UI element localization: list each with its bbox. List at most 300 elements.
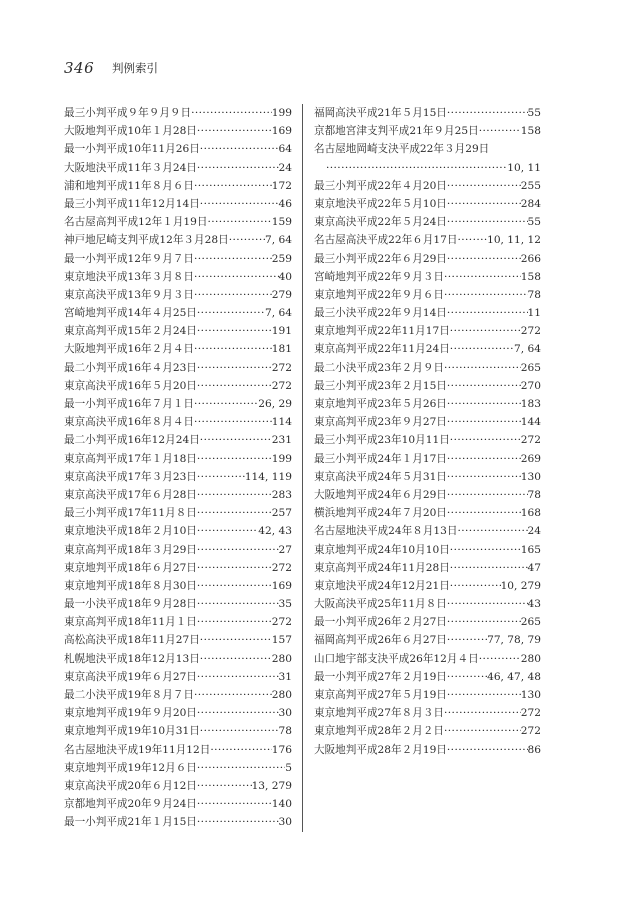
page-reference: 169 xyxy=(271,579,292,592)
leader-dots xyxy=(197,159,279,177)
case-citation: 大阪高決平成25年11月８日 xyxy=(314,598,447,611)
case-citation: 最三小判平成23年２月15日 xyxy=(314,379,447,392)
page-reference: 265 xyxy=(520,616,541,629)
case-citation: 東京地判平成19年９月20日 xyxy=(64,707,197,720)
index-entry xyxy=(64,759,292,777)
leader-dots xyxy=(447,504,521,522)
leader-dots xyxy=(479,650,521,668)
case-citation: 東京高決平成13年９月３日 xyxy=(64,288,195,301)
leader-dots xyxy=(447,213,528,231)
case-citation: 高松高決平成18年11月27日 xyxy=(64,634,200,647)
page-reference: 26, 29 xyxy=(258,398,292,410)
page-reference: 158 xyxy=(520,125,541,138)
leader-dots xyxy=(197,468,245,486)
case-citation: 宮崎地判平成22年９月３日 xyxy=(314,270,445,283)
case-citation: 神戸地尼崎支判平成12年３月28日 xyxy=(64,234,229,247)
leader-dots xyxy=(447,631,487,649)
leader-dots xyxy=(444,722,521,740)
leader-dots xyxy=(197,450,272,468)
index-entry xyxy=(64,522,292,540)
leader-dots xyxy=(191,104,272,122)
index-entry xyxy=(64,577,292,595)
page-reference: 30 xyxy=(278,816,292,829)
leader-dots xyxy=(197,522,258,540)
index-entry xyxy=(314,195,541,213)
case-citation: 最一小判平成27年２月19日 xyxy=(314,670,447,683)
leader-dots xyxy=(194,340,272,358)
case-citation: 東京地決平成24年12月21日 xyxy=(314,579,450,592)
case-citation: 東京高決平成19年６月27日 xyxy=(64,670,197,683)
case-citation: 最一小判平成21年１月15日 xyxy=(64,816,197,829)
index-entry xyxy=(314,577,541,595)
page-reference: 78 xyxy=(278,725,292,738)
page-header xyxy=(64,59,158,77)
page-reference: 266 xyxy=(520,252,541,265)
case-citation: 最一小判平成26年２月27日 xyxy=(314,616,447,629)
page-reference: 46 xyxy=(278,197,292,210)
page-reference: 77, 78, 79 xyxy=(487,634,541,647)
case-citation: 最三小判平成22年６月29日 xyxy=(314,252,447,265)
case-citation: 東京地判平成27年８月３日 xyxy=(314,707,445,720)
page-reference: 279 xyxy=(271,288,292,301)
page-reference: 55 xyxy=(527,216,541,229)
page-reference: 280 xyxy=(271,652,292,665)
leader-dots xyxy=(447,450,521,468)
case-citation: 最三小判平成24年１月17日 xyxy=(314,452,447,465)
index-entry xyxy=(64,286,292,304)
page-reference: 5 xyxy=(285,761,292,774)
page-reference: 269 xyxy=(520,452,541,465)
leader-dots xyxy=(197,813,279,831)
leader-dots xyxy=(447,686,521,704)
index-entry xyxy=(64,504,292,522)
index-entry xyxy=(314,595,541,613)
page-reference: 35 xyxy=(278,598,292,611)
index-entry xyxy=(64,741,292,759)
leader-dots xyxy=(450,541,521,559)
case-citation: 東京地判平成18年８月30日 xyxy=(64,579,197,592)
leader-dots xyxy=(194,395,258,413)
leader-dots xyxy=(447,195,521,213)
page-reference: 191 xyxy=(271,325,292,338)
index-entry xyxy=(314,468,541,486)
leader-dots xyxy=(200,140,279,158)
index-entry xyxy=(314,686,541,704)
page-reference: 272 xyxy=(520,325,541,338)
leader-dots xyxy=(197,668,279,686)
index-entry xyxy=(314,668,541,686)
page-reference: 284 xyxy=(520,197,541,210)
case-citation: 東京高決平成16年５月20日 xyxy=(64,379,197,392)
leader-dots xyxy=(447,104,528,122)
page-reference: 78 xyxy=(527,488,541,501)
index-entry xyxy=(314,541,541,559)
leader-dots xyxy=(197,304,265,322)
page-reference: 7, 64 xyxy=(265,307,292,320)
index-entry xyxy=(314,522,541,540)
page-reference: 280 xyxy=(520,652,541,665)
leader-dots xyxy=(447,468,521,486)
leader-dots xyxy=(447,613,521,631)
case-citation: 札幌地決平成18年12月13日 xyxy=(64,652,200,665)
leader-dots xyxy=(447,668,487,686)
index-entry xyxy=(64,177,292,195)
page-reference: 130 xyxy=(520,689,541,701)
page-reference: 183 xyxy=(520,398,541,410)
index-entry xyxy=(64,395,292,413)
page-reference: 31 xyxy=(278,670,292,683)
leader-dots xyxy=(197,577,272,595)
leader-dots xyxy=(197,777,252,795)
index-entry xyxy=(314,631,541,649)
case-citation: 最三小判平成23年10月11日 xyxy=(314,434,450,447)
page-reference: 24 xyxy=(278,161,292,174)
index-entry xyxy=(64,650,292,668)
case-citation: 東京高判平成17年１月18日 xyxy=(64,452,197,465)
page-reference: 43 xyxy=(527,598,541,611)
index-entry xyxy=(314,268,541,286)
page-reference: 64 xyxy=(278,143,292,156)
page-reference: 270 xyxy=(520,379,541,392)
leader-dots xyxy=(194,177,272,195)
page-reference: 46, 47, 48 xyxy=(487,670,541,683)
index-entry xyxy=(64,413,292,431)
column-divider xyxy=(302,104,303,832)
case-citation: 最一小判平成10年11月26日 xyxy=(64,143,200,156)
index-entry xyxy=(314,377,541,395)
page-reference: 169 xyxy=(271,125,292,138)
case-citation: 東京地決平成22年５月10日 xyxy=(314,197,447,210)
leader-dots xyxy=(200,650,272,668)
leader-dots xyxy=(447,377,521,395)
index-entry xyxy=(64,140,292,158)
index-entry xyxy=(64,613,292,631)
leader-dots xyxy=(194,268,279,286)
case-citation: 横浜地判平成24年７月20日 xyxy=(314,507,447,520)
case-citation: 最一小判平成16年７月１日 xyxy=(64,398,195,410)
leader-dots xyxy=(208,213,272,231)
index-entry xyxy=(314,650,541,668)
case-citation: 東京高判平成24年11月28日 xyxy=(314,561,450,574)
case-citation: 最一小判平成12年９月７日 xyxy=(64,252,195,265)
index-entry xyxy=(64,595,292,613)
case-citation: 大阪地判平成16年２月４日 xyxy=(64,343,195,356)
page-reference: 181 xyxy=(271,343,292,356)
index-entry xyxy=(64,322,292,340)
index-entry xyxy=(314,504,541,522)
leader-dots xyxy=(197,359,272,377)
index-entry xyxy=(64,722,292,740)
page-reference: 10, 11 xyxy=(507,161,541,174)
case-citation: 東京高判平成27年５月19日 xyxy=(314,689,447,701)
leader-dots xyxy=(197,613,272,631)
page-reference: 55 xyxy=(527,107,541,119)
page-reference: 255 xyxy=(520,179,541,192)
page-reference: 176 xyxy=(271,743,292,756)
case-citation: 福岡高決平成21年５月15日 xyxy=(314,107,447,119)
case-citation: 大阪地判平成24年６月29日 xyxy=(314,488,447,501)
page-reference: 78 xyxy=(527,288,541,301)
index-entry xyxy=(314,104,541,122)
index-entry xyxy=(314,159,541,177)
page-reference: 272 xyxy=(520,725,541,738)
page-reference: 144 xyxy=(520,416,541,429)
case-citation: 大阪地判平成10年１月28日 xyxy=(64,125,197,138)
leader-dots xyxy=(458,522,528,540)
case-citation: 東京高決平成16年８月４日 xyxy=(64,416,195,429)
leader-dots xyxy=(197,759,285,777)
case-citation: 東京高判平成18年11月１日 xyxy=(64,616,197,629)
case-citation: 最一小決平成18年９月28日 xyxy=(64,598,197,611)
page-reference: 199 xyxy=(271,107,292,119)
leader-dots xyxy=(444,268,521,286)
leader-dots xyxy=(200,195,279,213)
index-entry xyxy=(64,468,292,486)
case-citation: 名古屋高決平成22年６月17日 xyxy=(314,234,458,247)
leader-dots xyxy=(200,722,279,740)
page-reference: 157 xyxy=(271,634,292,647)
index-entry xyxy=(64,668,292,686)
case-citation: 京都地判平成20年９月24日 xyxy=(64,798,197,811)
page-reference: 7, 64 xyxy=(514,343,541,356)
leader-dots xyxy=(197,595,279,613)
leader-dots xyxy=(197,541,279,559)
case-citation: 東京高判平成18年３月29日 xyxy=(64,543,197,556)
case-citation: 東京地判平成18年６月27日 xyxy=(64,561,197,574)
case-citation: 宮崎地判平成14年４月25日 xyxy=(64,307,197,320)
case-citation: 福岡高判平成26年６月27日 xyxy=(314,634,447,647)
leader-dots xyxy=(326,159,507,177)
page-number: 346 xyxy=(64,59,95,77)
page-reference: 280 xyxy=(271,689,292,701)
leader-dots xyxy=(479,122,521,140)
index-entry xyxy=(64,231,292,249)
index-entry xyxy=(314,286,541,304)
page-reference: 272 xyxy=(520,707,541,720)
index-entry xyxy=(314,704,541,722)
page-reference: 257 xyxy=(271,507,292,520)
index-entry xyxy=(64,813,292,831)
leader-dots xyxy=(229,231,265,249)
leader-dots xyxy=(447,741,528,759)
leader-dots xyxy=(197,377,272,395)
leader-dots xyxy=(450,431,521,449)
case-citation: 東京地決平成13年３月８日 xyxy=(64,270,195,283)
case-citation: 東京地決平成18年２月10日 xyxy=(64,525,197,538)
page-reference: 130 xyxy=(520,470,541,483)
case-citation: 東京地判平成23年５月26日 xyxy=(314,398,447,410)
page-reference: 114, 119 xyxy=(244,470,292,483)
index-column-right xyxy=(314,104,541,759)
leader-dots xyxy=(458,231,488,249)
index-entry xyxy=(314,431,541,449)
page-reference: 199 xyxy=(271,452,292,465)
index-entry xyxy=(64,541,292,559)
case-citation: 最二小決平成19年８月７日 xyxy=(64,689,195,701)
index-entry xyxy=(314,450,541,468)
case-citation: 東京高判平成23年９月27日 xyxy=(314,416,447,429)
leader-dots xyxy=(210,741,271,759)
page-reference: 158 xyxy=(520,270,541,283)
page-reference: 272 xyxy=(271,379,292,392)
case-citation: 東京地判平成19年10月31日 xyxy=(64,725,200,738)
leader-dots xyxy=(194,686,272,704)
case-citation: 最二小決平成23年２月９日 xyxy=(314,361,445,374)
index-entry xyxy=(64,159,292,177)
page-reference: 172 xyxy=(271,179,292,192)
leader-dots xyxy=(450,577,501,595)
index-entry xyxy=(314,486,541,504)
page-reference: 165 xyxy=(520,543,541,556)
case-citation: 東京地判平成19年12月６日 xyxy=(64,761,197,774)
index-entry xyxy=(314,613,541,631)
page-reference: 7, 64 xyxy=(265,234,292,247)
index-entry xyxy=(64,213,292,231)
leader-dots xyxy=(200,431,272,449)
leader-dots xyxy=(197,322,272,340)
case-citation: 東京高決平成17年６月28日 xyxy=(64,488,197,501)
case-citation: 最三小判平成22年４月20日 xyxy=(314,179,447,192)
page-reference: 86 xyxy=(527,743,541,756)
page-reference: 24 xyxy=(527,525,541,538)
index-entry xyxy=(314,741,541,759)
leader-dots xyxy=(194,413,272,431)
leader-dots xyxy=(447,486,528,504)
case-citation: 京都地宮津支判平成21年９月25日 xyxy=(314,125,479,138)
page-reference: 272 xyxy=(271,616,292,629)
index-entry xyxy=(64,304,292,322)
index-entry xyxy=(314,340,541,358)
case-citation: 浦和地判平成11年８月６日 xyxy=(64,179,195,192)
page-reference: 47 xyxy=(527,561,541,574)
leader-dots xyxy=(197,122,272,140)
index-entry xyxy=(64,268,292,286)
case-citation: 最二小判平成16年４月23日 xyxy=(64,361,197,374)
index-entry xyxy=(314,395,541,413)
index-entry xyxy=(64,559,292,577)
leader-dots xyxy=(194,250,272,268)
index-column-left xyxy=(64,104,292,832)
leader-dots xyxy=(447,177,521,195)
case-citation: 東京地判平成24年10月10日 xyxy=(314,543,450,556)
page-reference: 283 xyxy=(271,488,292,501)
leader-dots xyxy=(447,250,521,268)
index-entry xyxy=(64,431,292,449)
index-entry xyxy=(314,231,541,249)
index-entry xyxy=(64,122,292,140)
index-entry xyxy=(64,631,292,649)
index-entry xyxy=(64,250,292,268)
index-entry xyxy=(64,686,292,704)
page-reference: 168 xyxy=(520,507,541,520)
page-reference: 42, 43 xyxy=(258,525,292,538)
index-entry xyxy=(64,777,292,795)
case-citation: 東京高決平成20年６月12日 xyxy=(64,779,197,792)
leader-dots xyxy=(447,595,528,613)
index-entry xyxy=(64,340,292,358)
leader-dots xyxy=(194,286,272,304)
page-reference: 11 xyxy=(527,307,541,320)
leader-dots xyxy=(450,340,514,358)
case-citation: 名古屋地決平成19年11月12日 xyxy=(64,743,211,756)
case-citation: 大阪地判平成28年２月19日 xyxy=(314,743,447,756)
index-entry xyxy=(314,213,541,231)
index-entry xyxy=(64,359,292,377)
case-citation: 東京地判平成28年２月２日 xyxy=(314,725,445,738)
case-citation: 東京高判平成22年11月24日 xyxy=(314,343,450,356)
index-entry xyxy=(314,250,541,268)
leader-dots xyxy=(197,795,272,813)
page-reference: 231 xyxy=(271,434,292,447)
page-reference: 13, 279 xyxy=(251,779,292,792)
page-reference: 30 xyxy=(278,707,292,720)
page-reference: 265 xyxy=(520,361,541,374)
running-title: 判例索引 xyxy=(112,61,158,75)
leader-dots xyxy=(197,504,272,522)
case-citation: 名古屋地岡崎支決平成22年３月29日 xyxy=(314,143,490,156)
leader-dots xyxy=(447,413,521,431)
index-entry xyxy=(314,122,541,140)
leader-dots xyxy=(197,704,279,722)
case-citation: 最三小判平成17年11月８日 xyxy=(64,507,197,520)
leader-dots xyxy=(447,304,528,322)
index-entry xyxy=(314,322,541,340)
case-citation: 大阪地決平成11年３月24日 xyxy=(64,161,197,174)
case-citation: 最三小判平成９年９月９日 xyxy=(64,107,192,119)
case-citation: 東京地判平成22年11月17日 xyxy=(314,325,450,338)
index-entry xyxy=(314,304,541,322)
case-citation: 最三小判平成11年12月14日 xyxy=(64,197,200,210)
page-reference: 10, 279 xyxy=(500,579,541,592)
page-reference: 27 xyxy=(278,543,292,556)
page-reference: 140 xyxy=(271,798,292,811)
case-citation: 山口地宇部支決平成26年12月４日 xyxy=(314,652,479,665)
leader-dots xyxy=(447,395,521,413)
index-entry xyxy=(314,359,541,377)
page-reference: 10, 11, 12 xyxy=(487,234,541,247)
index-entry xyxy=(64,795,292,813)
index-entry xyxy=(314,722,541,740)
leader-dots xyxy=(197,559,272,577)
case-citation: 名古屋高判平成12年１月19日 xyxy=(64,216,208,229)
index-entry xyxy=(314,140,541,158)
index-entry xyxy=(64,704,292,722)
index-entry xyxy=(64,486,292,504)
page-reference: 259 xyxy=(271,252,292,265)
index-entry xyxy=(64,377,292,395)
case-citation: 東京高決平成22年５月24日 xyxy=(314,216,447,229)
leader-dots xyxy=(444,704,521,722)
leader-dots xyxy=(197,486,272,504)
case-citation: 東京高決平成17年３月23日 xyxy=(64,470,197,483)
page-reference: 159 xyxy=(271,216,292,229)
index-entry xyxy=(314,177,541,195)
leader-dots xyxy=(444,286,528,304)
case-citation: 最三小決平成22年９月14日 xyxy=(314,307,447,320)
index-entry xyxy=(314,413,541,431)
page-reference: 272 xyxy=(271,361,292,374)
case-citation: 東京地判平成22年９月６日 xyxy=(314,288,445,301)
case-citation: 最二小判平成16年12月24日 xyxy=(64,434,200,447)
page-reference: 272 xyxy=(520,434,541,447)
leader-dots xyxy=(450,559,528,577)
index-entry xyxy=(64,195,292,213)
index-entry xyxy=(314,559,541,577)
leader-dots xyxy=(200,631,272,649)
page-reference: 272 xyxy=(271,561,292,574)
index-entry xyxy=(64,104,292,122)
leader-dots xyxy=(444,359,521,377)
